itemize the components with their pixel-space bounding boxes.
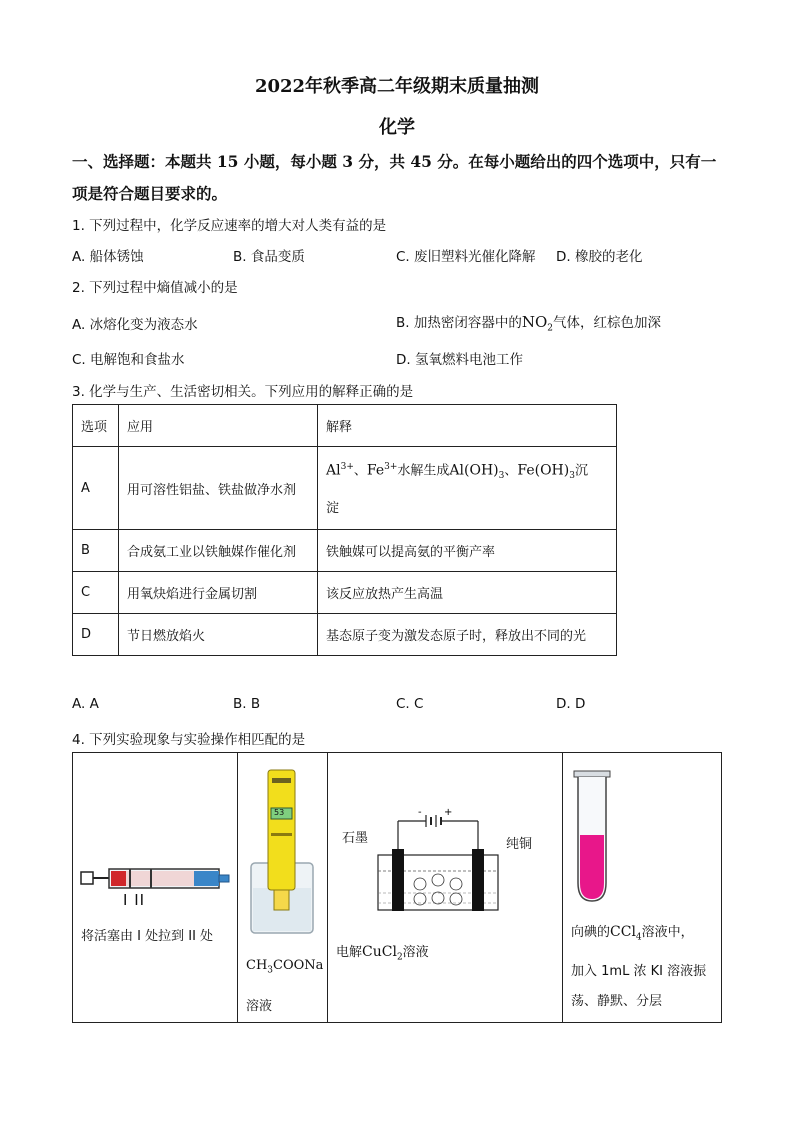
ion-5 <box>432 892 444 904</box>
q3-al-charge: 3+ <box>340 461 354 472</box>
electrolysis-caption <box>336 941 429 963</box>
q3-fe-ion: Fe <box>366 461 385 478</box>
syringe-tip-body <box>194 871 219 886</box>
test-tube-formula-sub: 4 <box>635 932 642 943</box>
right-electrode-label: 纯铜 <box>506 837 533 852</box>
q3-tail: 沉 <box>574 462 588 478</box>
ph-formula-sub: 3 <box>267 965 274 976</box>
q1-stem: 1. 下列过程中，化学反应速率的增大对人类有益的是 <box>72 218 387 234</box>
q3-row-d-exp: 基态原子变为激发态原子时，释放出不同的光 <box>318 614 617 656</box>
test-tube-caption-pre: 向碘的 <box>571 925 611 940</box>
q4-cell-ph-meter <box>238 753 328 1023</box>
test-tube-caption <box>571 921 694 943</box>
q3-row-c <box>73 572 617 614</box>
q3-row-c-app: 用氧炔焰进行金属切割 <box>119 572 318 614</box>
ion-1 <box>414 878 426 890</box>
q3-row-a-exp <box>318 447 617 530</box>
ion-3 <box>450 878 462 890</box>
electrolysis-formula-sub: 2 <box>396 952 403 963</box>
q3-header-explanation: 解释 <box>318 405 617 447</box>
copper-electrode <box>472 849 484 911</box>
ph-meter-illustration <box>238 753 327 1023</box>
q2-option-b-formula: NO <box>521 313 548 331</box>
q3-row-b-exp: 铁触媒可以提高氨的平衡产率 <box>318 530 617 572</box>
q3-row-c-exp: 该反应放热产生高温 <box>318 572 617 614</box>
q4-cell-syringe <box>73 753 238 1023</box>
q2-option-d: D. 氢氧燃料电池工作 <box>396 352 523 368</box>
q3-sep2: 、 <box>504 462 518 478</box>
q1-option-d: D. 橡胶的老化 <box>556 249 643 265</box>
q3-row-a-app: 用可溶性铝盐、铁盐做净水剂 <box>119 447 318 530</box>
section-heading-line2: 项是符合题目要求的。 <box>72 184 228 203</box>
q3-option-d: D. D <box>556 696 586 712</box>
left-electrode-label: 石墨 <box>342 831 369 846</box>
q2-option-b-pre: B. 加热密闭容器中的 <box>396 315 522 331</box>
test-tube-caption-post: 溶液中， <box>641 925 694 940</box>
test-tube-illustration <box>563 753 721 1023</box>
q3-aloh: Al(OH) <box>449 461 499 478</box>
section-heading-line1: 一、选择题：本题共 15 小题，每小题 3 分，共 45 分。在每小题给出的四个选项中，只有一 <box>72 152 717 171</box>
q3-fe-charge: 3+ <box>384 461 398 472</box>
q2-option-b-sub: 2 <box>547 323 554 334</box>
q3-row-d-app: 节日燃放焰火 <box>119 614 318 656</box>
q3-row-a-exp-line2: 淀 <box>326 501 340 517</box>
q3-row-b-key: B <box>73 530 119 572</box>
q3-header-option: 选项 <box>73 405 119 447</box>
ph-meter-button <box>271 833 292 836</box>
q3-table <box>72 404 617 656</box>
ph-formula-coona: COONa <box>273 958 324 973</box>
q3-row-b-app: 合成氨工业以铁触媒作催化剂 <box>119 530 318 572</box>
ph-meter-body <box>268 770 295 890</box>
syringe-plunger-cap <box>81 872 93 884</box>
page-title: 2022年秋季高二年级期末质量抽测 <box>254 76 540 97</box>
syringe-caption: 将活塞由 I 处拉到 II 处 <box>81 929 214 944</box>
q3-row-d-key: D <box>73 614 119 656</box>
q3-feoh: Fe(OH) <box>517 461 570 478</box>
electrolysis-formula: CuCl <box>362 944 397 960</box>
ph-meter-label-strip <box>272 778 291 783</box>
q3-row-a-key: A <box>73 447 119 530</box>
q3-row-d <box>73 614 617 656</box>
q4-table <box>72 752 722 1023</box>
q3-sep1: 、 <box>353 462 367 478</box>
ph-meter-caption <box>246 958 323 976</box>
q3-mid: 水解生成 <box>397 462 450 478</box>
q1-option-b: B. 食品变质 <box>233 249 305 265</box>
battery-plus: + <box>444 807 453 818</box>
electrolysis-illustration <box>328 753 562 1023</box>
q4-stem: 4. 下列实验现象与实验操作相匹配的是 <box>72 732 306 748</box>
ph-meter-probe <box>274 890 289 910</box>
q3-stem: 3. 化学与生产、生活密切相关。下列应用的解释正确的是 <box>72 384 414 400</box>
q2-option-b <box>396 311 661 334</box>
q3-option-a: A. A <box>72 696 99 712</box>
ion-2 <box>432 874 444 886</box>
q3-row-c-key: C <box>73 572 119 614</box>
q4-cell-electrolysis <box>328 753 563 1023</box>
q2-stem: 2. 下列过程中熵值减小的是 <box>72 280 238 296</box>
ph-meter-reading: 53 <box>274 808 285 817</box>
q2-option-a: A. 冰熔化变为液态水 <box>72 317 198 333</box>
syringe-plunger-head <box>111 871 126 886</box>
graphite-electrode <box>392 849 404 911</box>
q1-option-a: A. 船体锈蚀 <box>72 249 144 265</box>
q2-option-b-post: 气体，红棕色加深 <box>553 315 662 331</box>
syringe-tip <box>219 875 229 882</box>
syringe-gas <box>126 871 194 886</box>
q3-aloh-sub: 3 <box>498 470 505 481</box>
electrolysis-caption-post: 溶液 <box>402 945 429 960</box>
q3-header-application: 应用 <box>119 405 318 447</box>
q3-option-c: C. C <box>396 696 424 712</box>
battery-minus: - <box>418 807 422 818</box>
electrolysis-caption-pre: 电解 <box>336 945 363 960</box>
test-tube-caption-line2: 加入 1mL 浓 KI 溶液振 <box>571 964 707 979</box>
q3-header-row <box>73 405 617 447</box>
test-tube-lip <box>574 771 610 777</box>
q3-row-b <box>73 530 617 572</box>
ph-meter-caption-line2: 溶液 <box>246 999 273 1014</box>
test-tube-caption-line3: 荡、静默、分层 <box>571 994 663 1009</box>
q3-feoh-sub: 3 <box>569 470 575 481</box>
syringe-marks: I II <box>123 891 146 909</box>
syringe-illustration <box>73 753 237 1023</box>
q2-option-c: C. 电解饱和食盐水 <box>72 352 185 368</box>
ph-formula-ch: CH <box>246 958 268 973</box>
subject-title: 化学 <box>379 117 415 138</box>
q3-al-ion: Al <box>326 461 341 478</box>
test-tube-formula: CCl <box>610 924 636 940</box>
q3-option-b: B. B <box>233 696 261 712</box>
q1-option-c: C. 废旧塑料光催化降解 <box>396 249 536 265</box>
q4-cell-test-tube <box>563 753 722 1023</box>
test-tube-liquid <box>580 835 604 899</box>
q3-row-a <box>73 447 617 530</box>
